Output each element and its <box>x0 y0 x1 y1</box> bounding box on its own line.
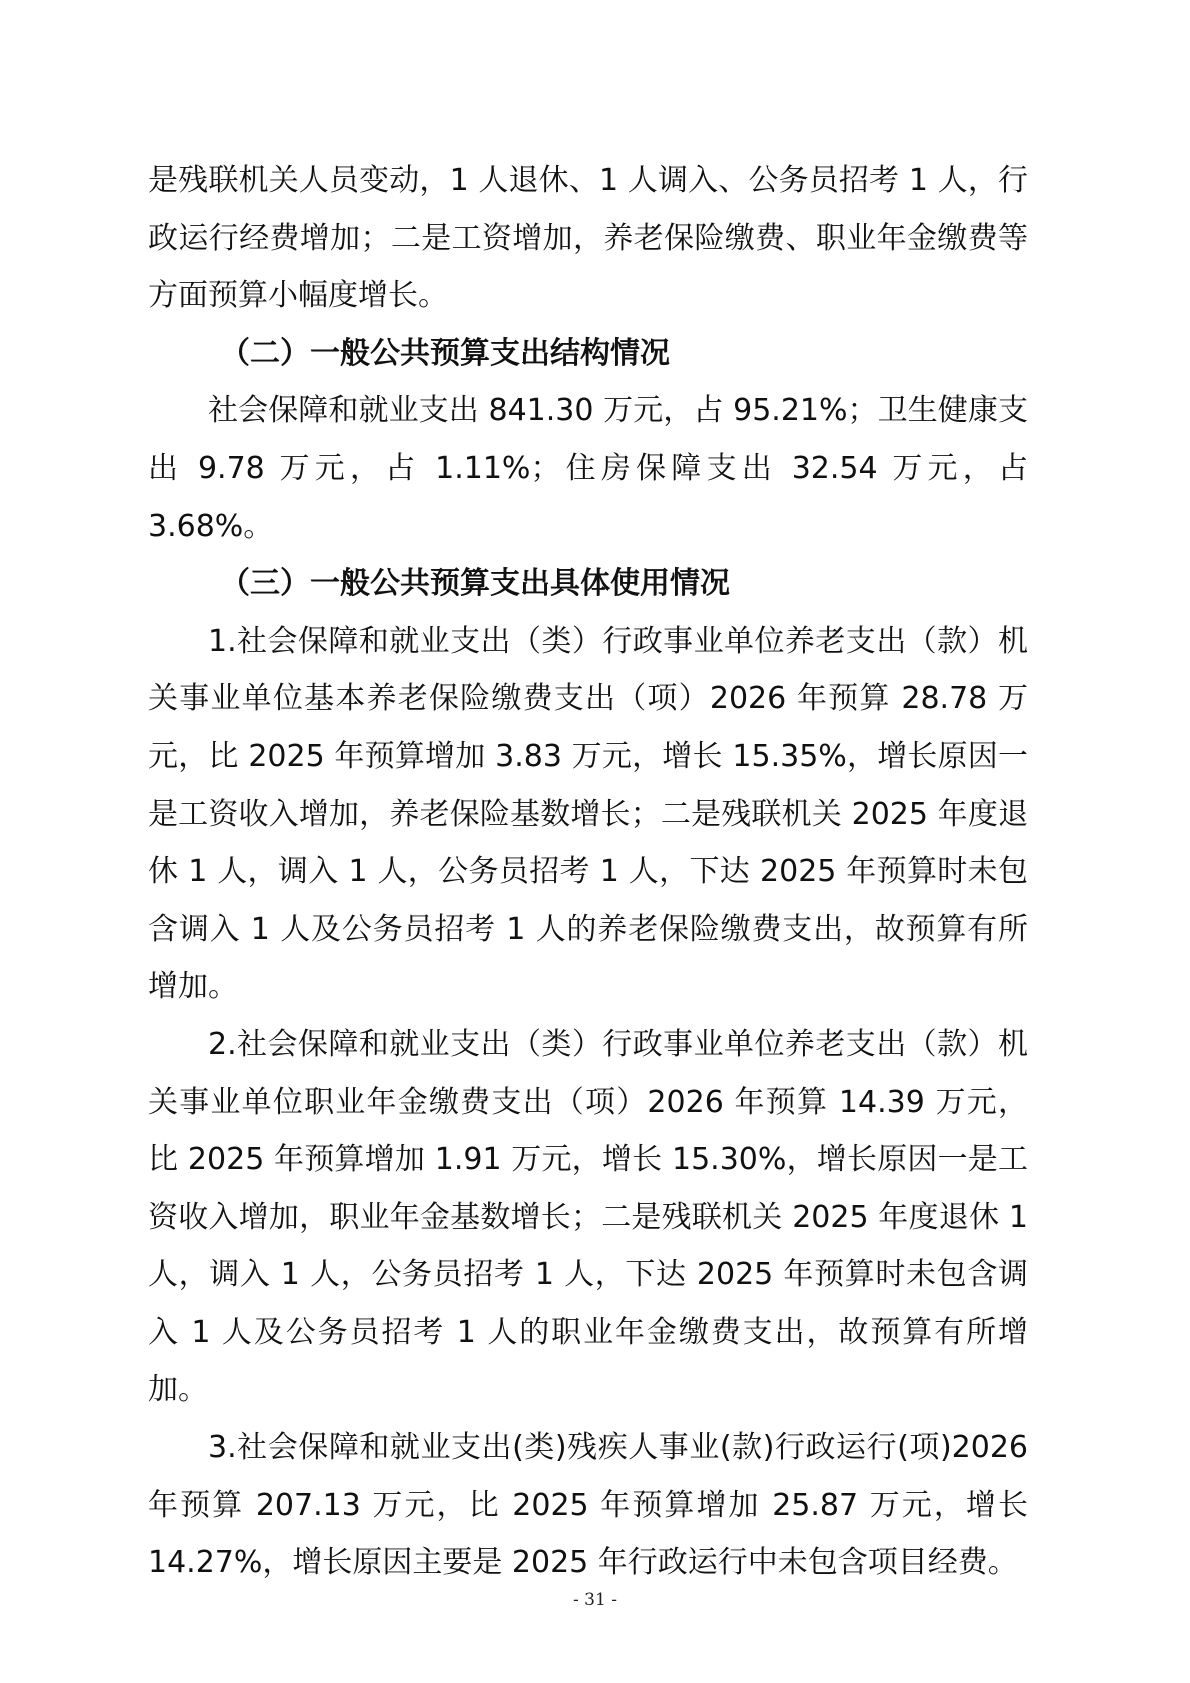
page-number: - 31 - <box>573 1590 617 1610</box>
paragraph-continuation: 是残联机关人员变动，1 人退休、1 人调入、公务员招考 1 人，行政运行经费增加；二是工资增加，养老保险缴费、职业年金缴费等方面预算小幅度增长。 <box>148 163 1028 314</box>
paragraph-item-1: 1.社会保障和就业支出（类）行政事业单位养老支出（款）机关事业单位基本养老保险缴费支出（项）2026 年预算 28.78 万元，比 2025 年预算增加 3.83 万元，增长 15.35%，增长原因一是工资收入增加，养老保险基数增长；二是残联机关 2025 年度退休 1 人，调入 1 人，公务员招考 1 人，下达 2025 年预算时未包含调入 1 人及公务员招考 1 人的养老保险缴费支出，故预算有所增加。 <box>148 623 1028 1005</box>
document-body <box>148 152 1028 1592</box>
section-heading-structure: （二）一般公共预算支出结构情况 <box>220 335 670 371</box>
paragraph-item-3: 3.社会保障和就业支出(类)残疾人事业(款)行政运行(项)2026 年预算 207.13 万元，比 2025 年预算增加 25.87 万元，增长 14.27%，增长原因主要是 2025 年行政运行中未包含项目经费。 <box>148 1430 1028 1581</box>
paragraph-expenditure-structure: 社会保障和就业支出 841.30 万元，占 95.21%；卫生健康支出 9.78 万元，占 1.11%；住房保障支出 32.54 万元，占 3.68%。 <box>148 393 1028 544</box>
section-heading-usage: （三）一般公共预算支出具体使用情况 <box>220 566 730 602</box>
paragraph-item-2: 2.社会保障和就业支出（类）行政事业单位养老支出（款）机关事业单位职业年金缴费支出（项）2026 年预算 14.39 万元，比 2025 年预算增加 1.91 万元，增长 15.30%，增长原因一是工资收入增加，职业年金基数增长；二是残联机关 2025 年度退休 1 人，调入 1 人，公务员招考 1 人，下达 2025 年预算时未包含调入 1 人及公务员招考 1 人的职业年金缴费支出，故预算有所增加。 <box>148 1026 1028 1408</box>
